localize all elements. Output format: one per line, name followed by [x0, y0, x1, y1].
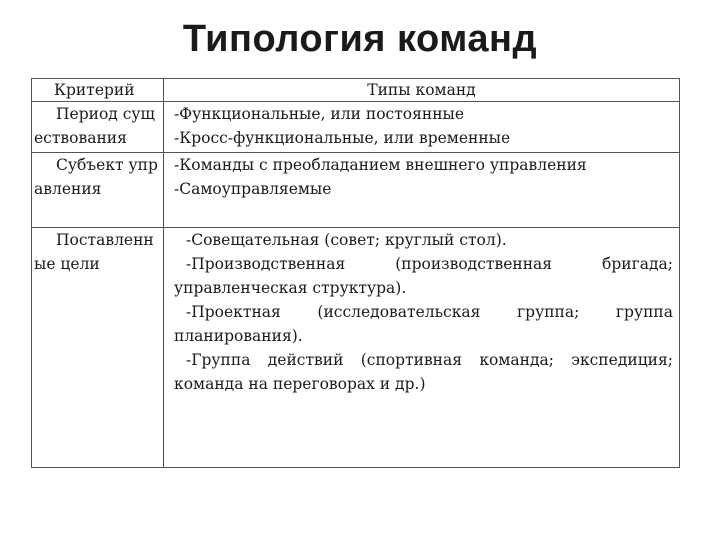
- table-header-row: [32, 79, 680, 102]
- criterion-period: Период существования: [34, 105, 155, 147]
- type-functional: -Функциональные, или постоянные: [174, 105, 465, 123]
- table-row-goals: [32, 228, 680, 468]
- types-cell: [164, 102, 680, 153]
- header-criterion: [32, 79, 164, 102]
- criterion-cell: [32, 102, 164, 153]
- criterion-subject: Субъект управления: [34, 156, 158, 198]
- criterion-cell: [32, 228, 164, 468]
- type-self-managed: -Самоуправляемые: [174, 180, 332, 198]
- criterion-goals: Поставленные цели: [34, 231, 154, 273]
- type-advisory: -Совещательная (совет; круглый стол).: [186, 231, 507, 249]
- types-cell: [164, 228, 680, 468]
- type-project: -Проектная (исследовательская группа; группа планирования).: [174, 303, 673, 345]
- type-action-group: -Группа действий (спортивная команда; экспедиция; команда на переговорах и др.): [174, 351, 673, 393]
- type-cross-functional: -Кросс-функциональные, или временные: [174, 129, 511, 147]
- header-criterion-label: Критерий: [54, 81, 135, 99]
- header-types: [164, 79, 680, 102]
- table-row-subject: [32, 153, 680, 228]
- type-production: -Производственная (производственная бригада; управленческая структура).: [174, 255, 673, 297]
- header-types-label: Типы команд: [367, 81, 476, 99]
- slide-title: Типология команд: [182, 18, 538, 60]
- criterion-cell: [32, 153, 164, 228]
- table-row-period: [32, 102, 680, 153]
- typology-table: [31, 78, 680, 468]
- type-external-management: -Команды с преобладанием внешнего управления: [174, 156, 587, 174]
- types-cell: [164, 153, 680, 228]
